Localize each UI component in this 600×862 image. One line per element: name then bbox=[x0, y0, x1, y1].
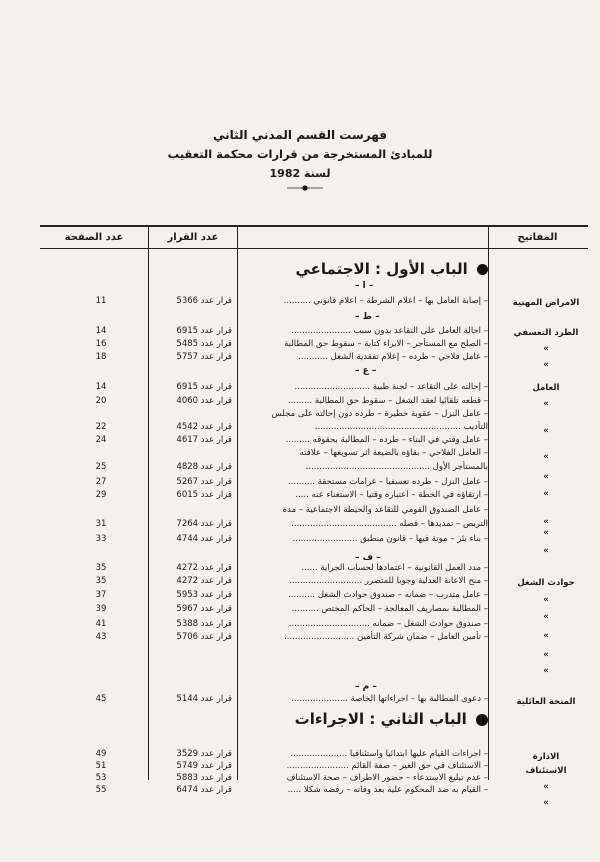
key-label: » bbox=[543, 517, 549, 527]
decision-number: قرار عدد 4828 bbox=[176, 462, 232, 472]
entry-text: – المطالبة بمصاريف المعالجة – الحاكم المختص .......... bbox=[291, 604, 488, 614]
key-label: الامراض المهنية bbox=[512, 298, 580, 308]
decision-number: قرار عدد 6915 bbox=[176, 382, 232, 392]
decision-number: قرار عدد 5953 bbox=[176, 590, 232, 600]
decision-number: قرار عدد 5883 bbox=[176, 773, 232, 783]
table-row bbox=[0, 562, 600, 575]
page-number: 37 bbox=[95, 590, 107, 600]
page-number: 27 bbox=[95, 477, 107, 487]
entry-text: – مدد العمل القانونية – اعتمادها لحساب الجراية ...... bbox=[301, 563, 488, 573]
entry-text: – منح الاعانة العدلية وجوبا للمتضرر ........................... bbox=[289, 576, 488, 586]
page-number: 51 bbox=[95, 761, 107, 771]
index-year: لسنة 1982 bbox=[269, 167, 331, 180]
entry-text: – ارتقاؤه في الخطة – اعتباره وقتيا – الاستغناء عنه ..... bbox=[295, 490, 488, 500]
page-number: 14 bbox=[95, 382, 107, 392]
page-number: 55 bbox=[95, 785, 107, 795]
table-row bbox=[0, 504, 600, 517]
table-row bbox=[0, 408, 600, 421]
page-number: 24 bbox=[95, 435, 107, 445]
entry-text: – صندوق حوادث الشغل – ضمانه .............................. bbox=[288, 619, 488, 629]
key-label: » bbox=[543, 344, 549, 354]
chapter-heading-social bbox=[295, 260, 488, 278]
letter-heading: – ع – bbox=[355, 366, 377, 376]
letter-heading: – ف – bbox=[355, 553, 381, 563]
entry-text: – عامل النزل – طرده تعسفيا – غرامات مستحقة .......... bbox=[287, 477, 488, 487]
table-row bbox=[0, 325, 600, 338]
page-number: 33 bbox=[95, 534, 107, 544]
page-number: 16 bbox=[95, 339, 107, 349]
column-header-decision: عدد القرار bbox=[167, 232, 219, 243]
table-row bbox=[0, 693, 600, 706]
entry-text: – العامل الفلاحي – بقاؤه بالضيعة اثر تسويغها – علاقته bbox=[299, 448, 488, 458]
entry-text: – إحالته على التقاعد – لجنة طبية ............................ bbox=[294, 382, 488, 392]
decision-number: قرار عدد 5967 bbox=[176, 604, 232, 614]
key-label: » bbox=[543, 595, 549, 605]
decision-number: قرار عدد 5485 bbox=[176, 339, 232, 349]
decision-number: قرار عدد 6915 bbox=[176, 326, 232, 336]
page-number: 35 bbox=[95, 563, 107, 573]
decision-number: قرار عدد 5706 bbox=[176, 632, 232, 642]
entry-text: – اجراءات القيام عليها ابتدائيا واستئنافيا ..................... bbox=[290, 749, 488, 759]
index-subtitle: للمبادئ المستخرجة من قرارات محكمة التعقيب bbox=[167, 147, 433, 161]
table-row bbox=[0, 589, 600, 602]
table-row bbox=[0, 447, 600, 460]
decision-number: قرار عدد 4272 bbox=[176, 576, 232, 586]
chapter-heading-procedures bbox=[295, 710, 488, 728]
key-label: » bbox=[543, 489, 549, 499]
page-number: 25 bbox=[95, 462, 107, 472]
decision-number: قرار عدد 4744 bbox=[176, 534, 232, 544]
decision-number: قرار عدد 5757 bbox=[176, 352, 232, 362]
key-label: الاستئناف bbox=[525, 766, 567, 776]
decision-number: قرار عدد 4542 bbox=[176, 422, 232, 432]
key-label: » bbox=[543, 528, 549, 538]
key-label: » bbox=[543, 426, 549, 436]
key-label: » bbox=[543, 798, 549, 808]
table-row bbox=[0, 395, 600, 408]
decision-number: قرار عدد 3529 bbox=[176, 749, 232, 759]
page-number: 11 bbox=[95, 296, 107, 306]
table-row bbox=[0, 476, 600, 489]
entry-text: – عامل متدرب – ضمانه – صندوق حوادث الشغل .......... bbox=[288, 590, 488, 600]
column-header-page: عدد الصفحة bbox=[64, 232, 124, 243]
entry-text: – القيام به ضد المحكوم عليه بعد وفاته – رفضه شكلا ..... bbox=[287, 785, 488, 795]
entry-text: – قطعه تلقائيا لعقد الشغل – سقوط حق المطالبة ......... bbox=[287, 396, 488, 406]
entry-text: – دعوى المطالبة بها – اجراءاتها الخاصة ..................... bbox=[291, 694, 488, 704]
entry-text: التربص – تمديدها – فصله ....................................... bbox=[291, 519, 488, 529]
table-row bbox=[0, 784, 600, 797]
page-number: 14 bbox=[95, 326, 107, 336]
page-number: 43 bbox=[95, 632, 107, 642]
table-header-rule bbox=[40, 248, 588, 249]
entry-text: التأديب ...................................................... bbox=[314, 422, 488, 432]
decision-number: قرار عدد 7264 bbox=[176, 519, 232, 529]
key-label: الطرد التعسفي bbox=[513, 328, 579, 338]
page-number: 29 bbox=[95, 490, 107, 500]
letter-heading: – م – bbox=[355, 682, 377, 692]
bullet-icon bbox=[477, 264, 488, 275]
ornament-divider bbox=[285, 183, 325, 193]
decision-number: قرار عدد 4272 bbox=[176, 563, 232, 573]
decision-number: قرار عدد 5366 bbox=[176, 296, 232, 306]
entry-text: – احالة العامل على التقاعد بدون سبب ...................... bbox=[291, 326, 488, 336]
decision-number: قرار عدد 5144 bbox=[176, 694, 232, 704]
bullet-icon bbox=[476, 714, 488, 726]
table-row bbox=[0, 434, 600, 447]
letter-heading: – ا – bbox=[355, 281, 374, 291]
entry-text: – الصلح مع المستأجر – الابراء كتابة – سقوط حق المطالبة bbox=[284, 339, 488, 349]
table-row bbox=[0, 381, 600, 394]
page-number: 31 bbox=[95, 519, 107, 529]
page-number: 22 bbox=[95, 422, 107, 432]
decision-number: قرار عدد 5388 bbox=[176, 619, 232, 629]
table-row bbox=[0, 461, 600, 474]
decision-number: قرار عدد 6015 bbox=[176, 490, 232, 500]
page-number: 45 bbox=[95, 694, 107, 704]
page-number: 20 bbox=[95, 396, 107, 406]
column-header-keys: المفاتيح bbox=[517, 232, 558, 243]
table-row bbox=[0, 338, 600, 351]
entry-text: بالمستأجر الأول .............................................. bbox=[305, 462, 488, 472]
entry-text: – عامل وقتي في البناء – طرده – المطالبة بحقوقه ......... bbox=[285, 435, 488, 445]
key-label: » bbox=[543, 782, 549, 792]
index-title: فهرست القسم المدني الثاني bbox=[212, 128, 388, 142]
entry-text: – عامل النزل – عقوبة خطيرة – طرده دون إحالته على مجلس bbox=[271, 409, 488, 419]
chapter-title: الباب الأول : الاجتماعي bbox=[295, 260, 468, 278]
table-row bbox=[0, 518, 600, 531]
key-label: » bbox=[543, 612, 549, 622]
table-row bbox=[0, 603, 600, 616]
key-label: » bbox=[543, 666, 549, 676]
page-number: 39 bbox=[95, 604, 107, 614]
table-row bbox=[0, 575, 600, 588]
key-label: » bbox=[543, 360, 549, 370]
page-number: 53 bbox=[95, 773, 107, 783]
key-label: حوادث الشغل bbox=[517, 578, 575, 588]
entry-text: – الاستئناف في حق الغير – صفة القائم ....................... bbox=[286, 761, 488, 771]
entry-text: – عامل فلاحي – طرده – إعلام تفقدية الشغل ........... bbox=[298, 352, 488, 362]
key-label: » bbox=[543, 650, 549, 660]
table-row bbox=[0, 295, 600, 308]
key-label: المنحة العائلية bbox=[516, 697, 576, 707]
decision-number: قرار عدد 4060 bbox=[176, 396, 232, 406]
key-label: الادارة bbox=[532, 752, 560, 762]
letter-heading: – ط – bbox=[355, 312, 380, 322]
table-row bbox=[0, 489, 600, 502]
table-row bbox=[0, 631, 600, 644]
entry-text: – إصابة العامل بها – اعلام الشرطة – اعلام قانوني .......... bbox=[283, 296, 488, 306]
key-label: » bbox=[543, 546, 549, 556]
entry-text: – بناء بئر – موتة فيها – قانون منطبق ........................ bbox=[292, 534, 488, 544]
table-row bbox=[0, 533, 600, 546]
table-row bbox=[0, 421, 600, 434]
decision-number: قرار عدد 4617 bbox=[176, 435, 232, 445]
page-number: 49 bbox=[95, 749, 107, 759]
entry-text: – تأمين العامل – ضمان شركة التأمين .......................... bbox=[284, 632, 488, 642]
key-label: » bbox=[543, 452, 549, 462]
decision-number: قرار عدد 6474 bbox=[176, 785, 232, 795]
page-number: 35 bbox=[95, 576, 107, 586]
chapter-title: الباب الثاني : الاجراءات bbox=[294, 710, 467, 728]
table-top-rule bbox=[40, 225, 588, 227]
table-row bbox=[0, 351, 600, 364]
entry-text: – عامل الصندوق القومي للتقاعد والحيطة الاجتماعية – مدة bbox=[282, 505, 488, 515]
entry-text: – عدم تبليغ الاستدعاء – حضور الاطراف – صحة الاستئناف bbox=[286, 773, 488, 783]
page-number: 18 bbox=[95, 352, 107, 362]
decision-number: قرار عدد 5749 bbox=[176, 761, 232, 771]
decision-number: قرار عدد 5267 bbox=[176, 477, 232, 487]
key-label: » bbox=[543, 399, 549, 409]
page-number: 41 bbox=[95, 619, 107, 629]
key-label: » bbox=[543, 472, 549, 482]
key-label: العامل bbox=[532, 383, 560, 393]
table-row bbox=[0, 618, 600, 631]
key-label: » bbox=[543, 631, 549, 641]
